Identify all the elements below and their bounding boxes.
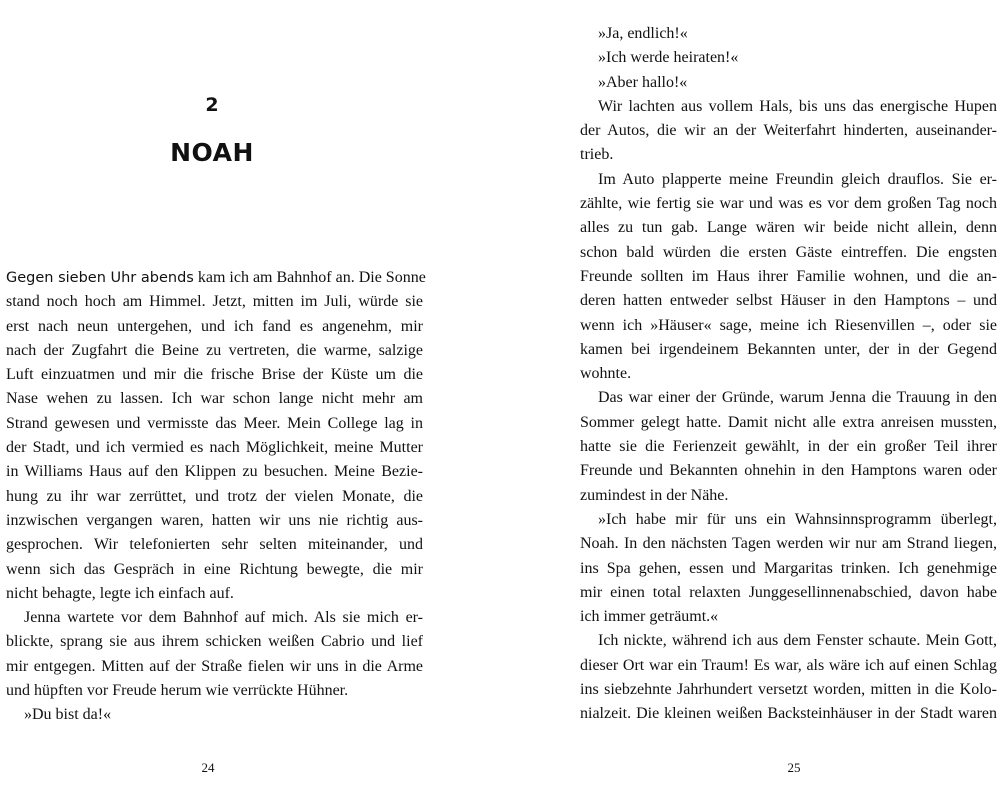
text-line: schon bald würden die ersten Gäste eintreffen. Die engsten	[580, 243, 997, 261]
text-line: Luft einzuatmen und mir die frische Brise der Küste um die	[6, 366, 423, 384]
text-line: Jenna wartete vor dem Bahnhof auf mich. Als sie mich er-	[24, 609, 423, 627]
text-line: Nase wehen zu lassen. Ich war schon lange nicht mehr am	[6, 390, 423, 408]
text-line: nach der Zugfahrt die Beine zu vertreten, die warme, salzige	[6, 341, 423, 359]
text-line: deren hatten entweder selbst Häuser in den Hamptons – und	[580, 292, 997, 310]
text-line: Sommer gelegt hatte. Damit nicht alle extra anreisen mussten,	[580, 413, 997, 431]
chapter-title: NOAH	[170, 138, 254, 167]
text-line: erst nach neun untergehen, und ich fand es angenehm, mir	[6, 317, 423, 335]
text-line: wenn sich das Gespräch in eine Richtung bewegte, die mir	[6, 560, 423, 578]
text-line: hatte sie die Ferienzeit gewählt, in der ein großer Teil ihrer	[580, 438, 997, 456]
text-line: hung zu ihr war zerrüttet, und trotz der vielen Monate, die	[6, 487, 423, 505]
text-line: Ich nickte, während ich aus dem Fenster schaute. Mein Gott,	[598, 632, 997, 650]
page-number: 24	[201, 760, 215, 775]
text-line: ins Spa gehen, essen und Margaritas trinken. Ich genehmige	[580, 559, 997, 577]
text-line: Strand gewesen und vermisste das Meer. Mein College lag in	[6, 414, 423, 432]
text-line: mir entgegen. Mitten auf der Straße fielen wir uns in die Arme	[6, 657, 423, 675]
text-line: blickte, sprang sie aus ihrem schicken weißen Cabrio und lief	[6, 633, 423, 651]
text-line: kamen bei irgendeinem Bekannten unter, der in der Gegend	[580, 340, 997, 358]
chapter-lead-in: Gegen sieben Uhr abends	[6, 270, 194, 286]
text-line: der Autos, die wir an der Weiterfahrt hinderten, auseinander-	[580, 122, 997, 140]
text-line: ins siebzehnte Jahrhundert versetzt worden, mitten in die Kolo-	[580, 681, 997, 699]
text-line: Das war einer der Gründe, warum Jenna die Trauung in den	[598, 389, 997, 407]
text-line: ich immer geträumt.«	[580, 608, 719, 626]
text-line: wohnte.	[580, 365, 632, 383]
text-line: nialzeit. Die kleinen weißen Backsteinhäuser in der Stadt waren	[580, 705, 997, 723]
text-line: der Stadt, und ich vermied es nach Möglichkeit, meine Mutter	[6, 439, 423, 457]
left-page-body	[6, 266, 426, 728]
text-line: »Ja, endlich!«	[598, 25, 688, 42]
text-line: »Ich werde heiraten!«	[598, 49, 739, 67]
text-line: Noah. In den nächsten Tagen werden wir nur am Strand liegen,	[580, 535, 997, 553]
right-page-body	[580, 22, 997, 727]
text-line: stand noch hoch am Himmel. Jetzt, mitten im Juli, würde sie	[6, 293, 423, 311]
text-line: Wir lachten aus vollem Hals, bis uns das energische Hupen	[598, 97, 997, 115]
text-line: »Aber hallo!«	[598, 73, 688, 91]
text-line: alles zu tun gab. Lange wären wir beide nicht allein, denn	[580, 219, 997, 237]
text-line: nicht behagte, legte ich einfach auf.	[6, 584, 234, 602]
right-page	[500, 0, 1000, 800]
page-number: 25	[787, 760, 801, 775]
text-line: dieser Ort war ein Traum! Es war, als wäre ich auf einen Schlag	[580, 656, 997, 674]
text-line: in Williams Haus auf den Klippen zu besuchen. Meine Bezie-	[6, 463, 423, 481]
text-line: »Du bist da!«	[24, 706, 112, 724]
text-line: Freunde sollten im Haus ihrer Familie wohnen, und die an-	[580, 267, 997, 285]
text-line: zählte, wie fertig sie war und was es vor dem großen Tag noch	[580, 195, 997, 213]
text-line: »Ich habe mir für uns ein Wahnsinnsprogramm überlegt,	[598, 510, 997, 528]
text-line: und hüpften vor Freude herum wie verrückte Hühner.	[6, 682, 349, 700]
text-line: trieb.	[580, 146, 614, 164]
text-line: Freunde und Bekannten ohnehin in den Hamptons waren oder	[580, 462, 997, 480]
text-line: gesprochen. Wir telefonierten sehr selten miteinander, und	[6, 536, 423, 554]
text-line: wenn ich »Häuser« sage, meine ich Riesenvillen –, oder sie	[580, 316, 997, 334]
text-line: Im Auto plapperte meine Freundin gleich drauflos. Sie er-	[598, 170, 997, 188]
text-line: mir einen total relaxten Junggesellinnenabschied, davon habe	[580, 583, 997, 601]
text-line	[6, 266, 426, 290]
text-line: inzwischen vergangen waren, hatten wir uns nie richtig aus-	[6, 511, 423, 529]
chapter-number: 2	[205, 94, 219, 116]
text-line: zumindest in der Nähe.	[580, 486, 729, 504]
first-line-rest: kam ich am Bahnhof an. Die Sonne	[193, 269, 426, 286]
